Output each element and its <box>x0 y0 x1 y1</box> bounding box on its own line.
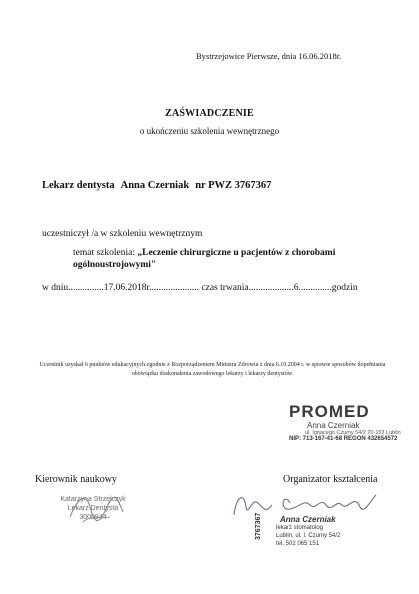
organizer-label: Organizator kształcenia <box>283 474 378 485</box>
signature-left <box>68 487 128 532</box>
topic-label: temat szkolenia: <box>73 248 135 258</box>
stamp-left-name: Katarzyna Strzelczyk <box>60 496 126 503</box>
stamp-right-name: Anna Czerniak <box>280 515 336 524</box>
topic-line <box>73 247 373 271</box>
stamp-right-vertical-number: 3767367 <box>255 512 262 540</box>
stamp-left-title: Lekarz Dentysta <box>67 505 119 512</box>
doctor-pwz: nr PWZ 3767367 <box>195 180 272 191</box>
stamp-right-address: Lublin, ul. I. Czumy 54/2 <box>276 533 341 539</box>
stamp-right-title: lekarz stomatolog <box>276 525 324 531</box>
doctor-name: Anna Czerniak <box>120 180 190 191</box>
points-note: Uczestnik uzyskał 6 punktów edukacyjnych zgodnie z Rozporządzeniem Ministra Zdrowia z dnia 6.10.2004 r. w sprawie sposobów dopełniania obowiązku doskonalenia zawodowego lekarzy i lekarzy dentystów. <box>39 362 386 377</box>
doctor-line <box>42 180 271 191</box>
topic-name: „Leczenie chirurgiczne u pacjentów z chorobami ogólnoustrojowymi" <box>73 248 336 270</box>
promed-name: Anna Czerniak <box>307 421 360 430</box>
stamp-left-number: 3000944 <box>79 514 107 521</box>
promed-brand: PROMED <box>289 402 370 421</box>
scientific-head-label: Kierownik naukowy <box>35 474 117 485</box>
stamp-right-phone: tel. 502 065 151 <box>276 541 320 547</box>
place-date: Bystrzejowice Pierwsze, dnia 16.06.2018r. <box>196 51 342 61</box>
doctor-role: Lekarz dentysta <box>42 180 115 191</box>
participation-text: uczestniczył /a w szkoleniu wewnętrznym <box>42 229 203 239</box>
promed-nip: NIP: 713-167-41-68 REGON 432654572 <box>289 436 398 442</box>
promed-address: ul. Ignacego Czumy 54/2 20-153 Lublin <box>305 430 401 436</box>
document-title: ZAŚWIADCZENIE <box>165 108 254 119</box>
date-duration-line: w dniu...............17.06.2018r..................... czas trwania...................6..............godzin <box>42 283 358 293</box>
stamp-right <box>276 516 340 548</box>
document-subtitle: o ukończeniu szkolenia wewnętrznego <box>139 126 280 136</box>
promed-stamp <box>273 402 401 442</box>
